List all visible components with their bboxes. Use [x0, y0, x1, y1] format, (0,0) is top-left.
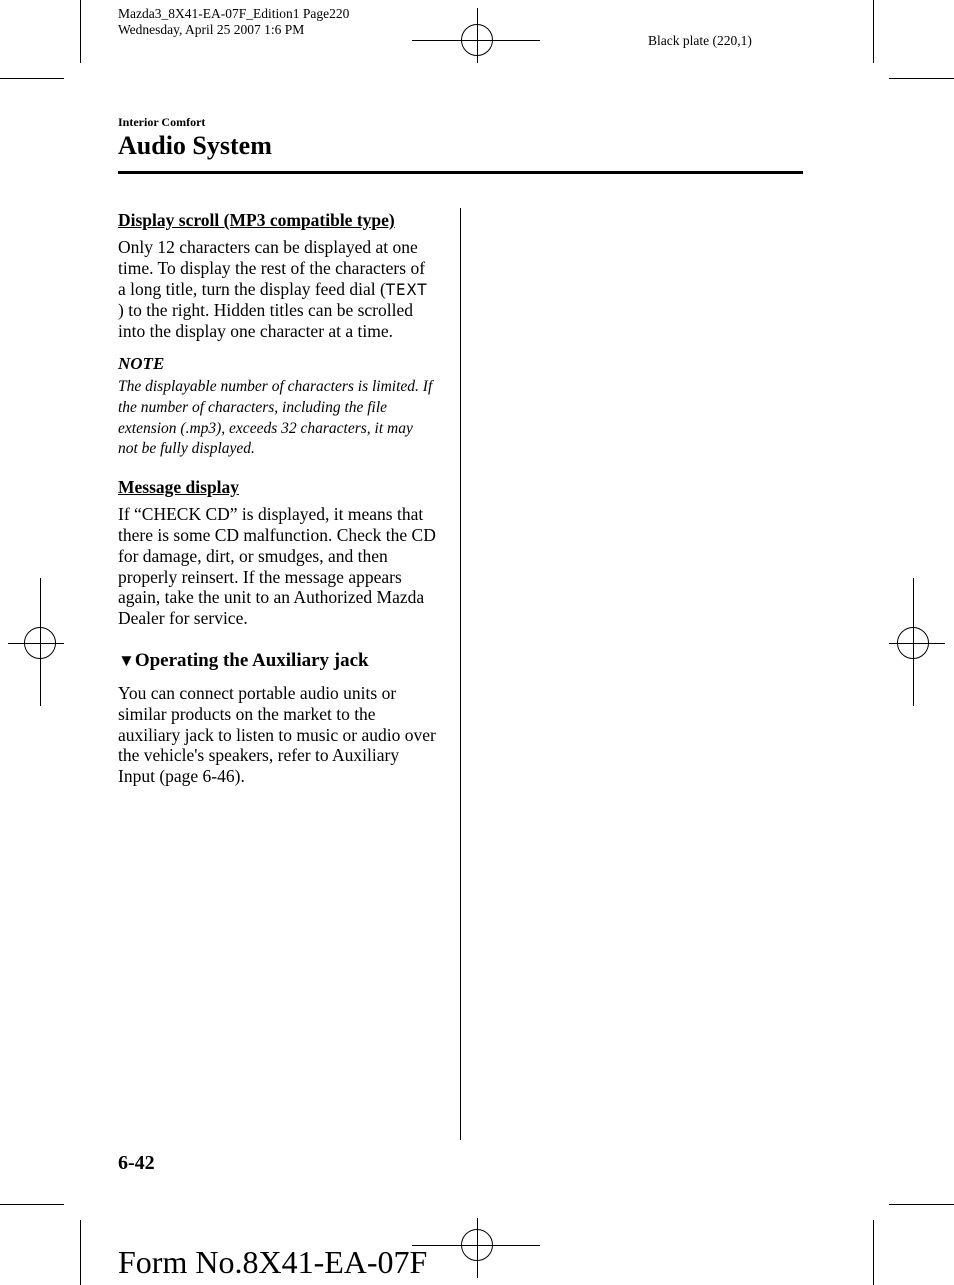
- title-rule: [118, 171, 803, 174]
- plate-label: Black plate (220,1): [648, 33, 752, 48]
- date-line: Wednesday, April 25 2007 1:6 PM: [118, 22, 305, 37]
- page-number: 6-42: [118, 1152, 155, 1174]
- message-display-text: If “CHECK CD” is displayed, it means that there is some CD malfunction. Check the CD for damage, dirt, or smudges, and then properly reinsert. If the message appears again, take the unit to an Authorized Mazda Dealer for service.: [118, 504, 436, 629]
- page-title: Audio System: [118, 131, 272, 160]
- auxiliary-heading: ▼Operating the Auxiliary jack: [118, 649, 369, 671]
- note-title: NOTE: [118, 353, 165, 373]
- display-scroll-text: Only 12 characters can be displayed at one time. To display the rest of the characters of a long title, turn the display feed dial (TEXT ) to the right. Hidden titles can be scrolled into the display one character at a time.: [118, 237, 428, 342]
- print-header: [118, 6, 349, 38]
- note-text: The displayable number of characters is limited. If the number of characters, including the file extension (.mp3), exceeds 32 characters, it may not be fully displayed.: [118, 377, 433, 458]
- triangle-down-icon: ▼: [118, 650, 135, 670]
- display-scroll-heading: Display scroll (MP3 compatible type): [118, 210, 395, 230]
- auxiliary-text: You can connect portable audio units or similar products on the market to the auxiliary jack to listen to music or audio over the vehicle's speakers, refer to Auxiliary Input (page 6-46).: [118, 682, 436, 787]
- file-line: Mazda3_8X41-EA-07F_Edition1 Page220: [118, 6, 350, 21]
- message-display-heading: Message display: [118, 477, 240, 498]
- column-divider: [460, 208, 461, 1140]
- section-label: Interior Comfort: [118, 115, 206, 129]
- left-column: [118, 209, 436, 787]
- form-number: Form No.8X41-EA-07F: [118, 1244, 428, 1280]
- text-dial-icon: TEXT: [385, 280, 428, 300]
